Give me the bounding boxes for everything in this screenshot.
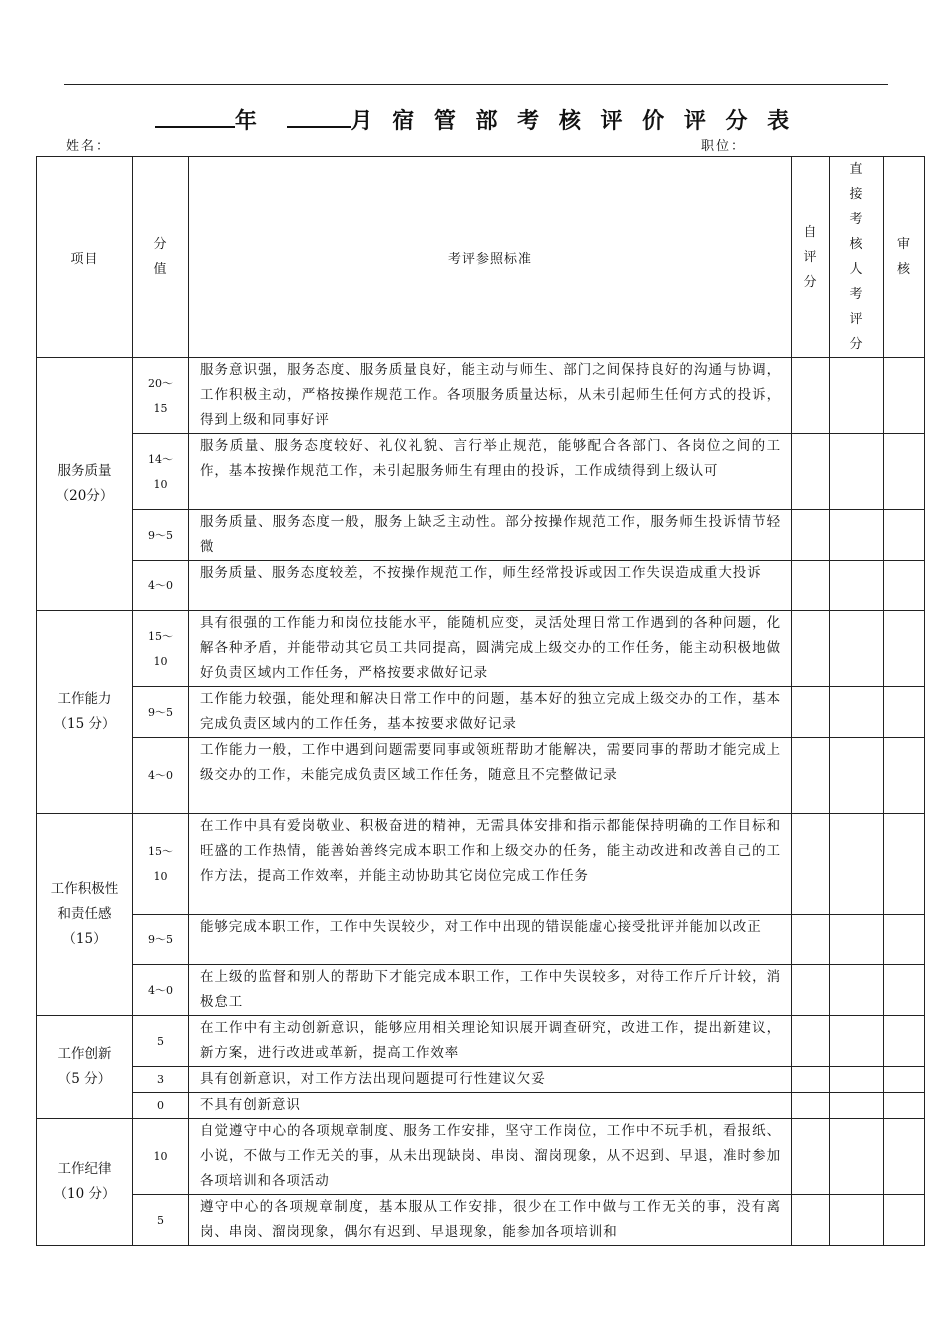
header-item: 项目 <box>37 157 133 358</box>
score-range-cell: 4～0 <box>133 561 189 611</box>
table-row <box>37 358 925 434</box>
table-row <box>37 814 925 915</box>
self-score-input[interactable] <box>792 434 830 510</box>
title-text: 月 宿 管 部 考 核 评 价 评 分 表 <box>350 108 796 134</box>
score-range-cell: 9～5 <box>133 510 189 561</box>
score-range-cell: 20～15 <box>133 358 189 434</box>
direct-score-input[interactable] <box>830 738 884 814</box>
position-label: 职位： <box>701 139 747 154</box>
header-criteria: 考评参照标准 <box>189 157 792 358</box>
review-input[interactable] <box>884 434 925 510</box>
header-score: 分值 <box>133 157 189 358</box>
self-score-input[interactable] <box>792 965 830 1016</box>
category-cell: 服务质量（20分） <box>37 358 133 611</box>
category-cell: 工作创新（5 分） <box>37 1016 133 1119</box>
table-row <box>37 1119 925 1195</box>
score-range-cell: 15～10 <box>133 611 189 687</box>
direct-score-input[interactable] <box>830 1195 884 1246</box>
direct-score-input[interactable] <box>830 561 884 611</box>
review-input[interactable] <box>884 1016 925 1067</box>
direct-score-input[interactable] <box>830 1119 884 1195</box>
table-row <box>37 1067 925 1093</box>
review-input[interactable] <box>884 561 925 611</box>
review-input[interactable] <box>884 814 925 915</box>
self-score-input[interactable] <box>792 814 830 915</box>
table-row <box>37 1195 925 1246</box>
direct-score-input[interactable] <box>830 687 884 738</box>
year-label: 年 <box>234 108 263 134</box>
score-range-cell: 9～5 <box>133 687 189 738</box>
review-input[interactable] <box>884 687 925 738</box>
criteria-text-cell: 自觉遵守中心的各项规章制度、服务工作安排，坚守工作岗位，工作中不玩手机，看报纸、小说，不做与工作无关的事，从未出现缺岗、串岗、溜岗现象，从不迟到、早退，准时参加各项培训和各项活动 <box>189 1119 792 1195</box>
direct-score-input[interactable] <box>830 510 884 561</box>
table-row <box>37 738 925 814</box>
score-range-cell: 0 <box>133 1093 189 1119</box>
review-input[interactable] <box>884 358 925 434</box>
review-input[interactable] <box>884 1119 925 1195</box>
direct-score-input[interactable] <box>830 1067 884 1093</box>
category-cell: 工作纪律（10 分） <box>37 1119 133 1246</box>
category-cell: 工作能力（15 分） <box>37 611 133 814</box>
direct-score-input[interactable] <box>830 1016 884 1067</box>
score-range-cell: 15～10 <box>133 814 189 915</box>
review-input[interactable] <box>884 611 925 687</box>
self-score-input[interactable] <box>792 561 830 611</box>
review-input[interactable] <box>884 1195 925 1246</box>
review-input[interactable] <box>884 965 925 1016</box>
score-range-cell: 4～0 <box>133 738 189 814</box>
table-row <box>37 1093 925 1119</box>
table-row <box>37 965 925 1016</box>
criteria-text-cell: 具有创新意识，对工作方法出现问题提可行性建议欠妥 <box>189 1067 792 1093</box>
criteria-text-cell: 不具有创新意识 <box>189 1093 792 1119</box>
self-score-input[interactable] <box>792 611 830 687</box>
self-score-input[interactable] <box>792 358 830 434</box>
table-row <box>37 510 925 561</box>
self-score-input[interactable] <box>792 915 830 965</box>
direct-score-input[interactable] <box>830 434 884 510</box>
top-rule <box>64 84 888 85</box>
header-self-score: 自评分 <box>792 157 830 358</box>
criteria-text-cell: 能够完成本职工作，工作中失误较少，对工作中出现的错误能虚心接受批评并能加以改正 <box>189 915 792 965</box>
review-input[interactable] <box>884 1067 925 1093</box>
table-row <box>37 434 925 510</box>
criteria-text-cell: 具有很强的工作能力和岗位技能水平，能随机应变，灵活处理日常工作遇到的各种问题，化解各种矛盾，并能带动其它员工共同提高，圆满完成上级交办的工作任务，能主动积极地做好负责区域内工作任务，严格按要求做好记录 <box>189 611 792 687</box>
category-cell: 工作积极性和责任感（15） <box>37 814 133 1016</box>
criteria-text-cell: 服务质量、服务态度较好、礼仪礼貌、言行举止规范，能够配合各部门、各岗位之间的工作，基本按操作规范工作，未引起服务师生有理由的投诉，工作成绩得到上级认可 <box>189 434 792 510</box>
review-input[interactable] <box>884 915 925 965</box>
criteria-text-cell: 工作能力一般，工作中遇到问题需要同事或领班帮助才能解决，需要同事的帮助才能完成上级交办的工作，未能完成负责区域工作任务，随意且不完整做记录 <box>189 738 792 814</box>
self-score-input[interactable] <box>792 687 830 738</box>
score-range-cell: 5 <box>133 1016 189 1067</box>
score-range-cell: 5 <box>133 1195 189 1246</box>
table-row <box>37 1016 925 1067</box>
criteria-text-cell: 遵守中心的各项规章制度，基本服从工作安排，很少在工作中做与工作无关的事，没有离岗、串岗、溜岗现象，偶尔有迟到、早退现象，能参加各项培训和 <box>189 1195 792 1246</box>
year-blank[interactable] <box>155 106 235 128</box>
direct-score-input[interactable] <box>830 814 884 915</box>
table-row <box>37 561 925 611</box>
criteria-text-cell: 在上级的监督和别人的帮助下才能完成本职工作，工作中失误较多，对待工作斤斤计较，消极怠工 <box>189 965 792 1016</box>
review-input[interactable] <box>884 738 925 814</box>
self-score-input[interactable] <box>792 1016 830 1067</box>
table-row <box>37 915 925 965</box>
evaluation-table <box>36 156 925 1246</box>
header-row <box>37 157 925 358</box>
criteria-text-cell: 在工作中有主动创新意识，能够应用相关理论知识展开调查研究，改进工作，提出新建议，新方案，进行改进或革新，提高工作效率 <box>189 1016 792 1067</box>
criteria-text-cell: 在工作中具有爱岗敬业、积极奋进的精神，无需具体安排和指示都能保持明确的工作目标和旺盛的工作热情，能善始善终完成本职工作和上级交办的任务，能主动改进和改善自己的工作方法，提高工作效率，并能主动协助其它岗位完成工作任务 <box>189 814 792 915</box>
self-score-input[interactable] <box>792 738 830 814</box>
table-row <box>37 611 925 687</box>
header-direct-score: 直接考核人考评分 <box>830 157 884 358</box>
criteria-text-cell: 服务质量、服务态度一般，服务上缺乏主动性。部分按操作规范工作，服务师生投诉情节轻微 <box>189 510 792 561</box>
score-range-cell: 9～5 <box>133 915 189 965</box>
direct-score-input[interactable] <box>830 358 884 434</box>
self-score-input[interactable] <box>792 510 830 561</box>
name-label: 姓名： <box>66 139 112 154</box>
criteria-text-cell: 服务质量、服务态度较差，不按操作规范工作，师生经常投诉或因工作失误造成重大投诉 <box>189 561 792 611</box>
self-score-input[interactable] <box>792 1195 830 1246</box>
review-input[interactable] <box>884 1093 925 1119</box>
direct-score-input[interactable] <box>830 965 884 1016</box>
self-score-input[interactable] <box>792 1119 830 1195</box>
review-input[interactable] <box>884 510 925 561</box>
score-range-cell: 3 <box>133 1067 189 1093</box>
table-row <box>37 687 925 738</box>
self-score-input[interactable] <box>792 1067 830 1093</box>
direct-score-input[interactable] <box>830 915 884 965</box>
self-score-input[interactable] <box>792 1093 830 1119</box>
direct-score-input[interactable] <box>830 611 884 687</box>
criteria-text-cell: 服务意识强，服务态度、服务质量良好，能主动与师生、部门之间保持良好的沟通与协调，工作积极主动，严格按操作规范工作。各项服务质量达标，从未引起师生任何方式的投诉，得到上级和同事好评 <box>189 358 792 434</box>
form-title <box>0 104 950 135</box>
month-blank[interactable] <box>287 106 351 128</box>
criteria-text-cell: 工作能力较强，能处理和解决日常工作中的问题，基本好的独立完成上级交办的工作，基本完成负责区域内的工作任务，基本按要求做好记录 <box>189 687 792 738</box>
direct-score-input[interactable] <box>830 1093 884 1119</box>
header-review: 审核 <box>884 157 925 358</box>
score-range-cell: 4～0 <box>133 965 189 1016</box>
score-range-cell: 10 <box>133 1119 189 1195</box>
score-range-cell: 14～10 <box>133 434 189 510</box>
